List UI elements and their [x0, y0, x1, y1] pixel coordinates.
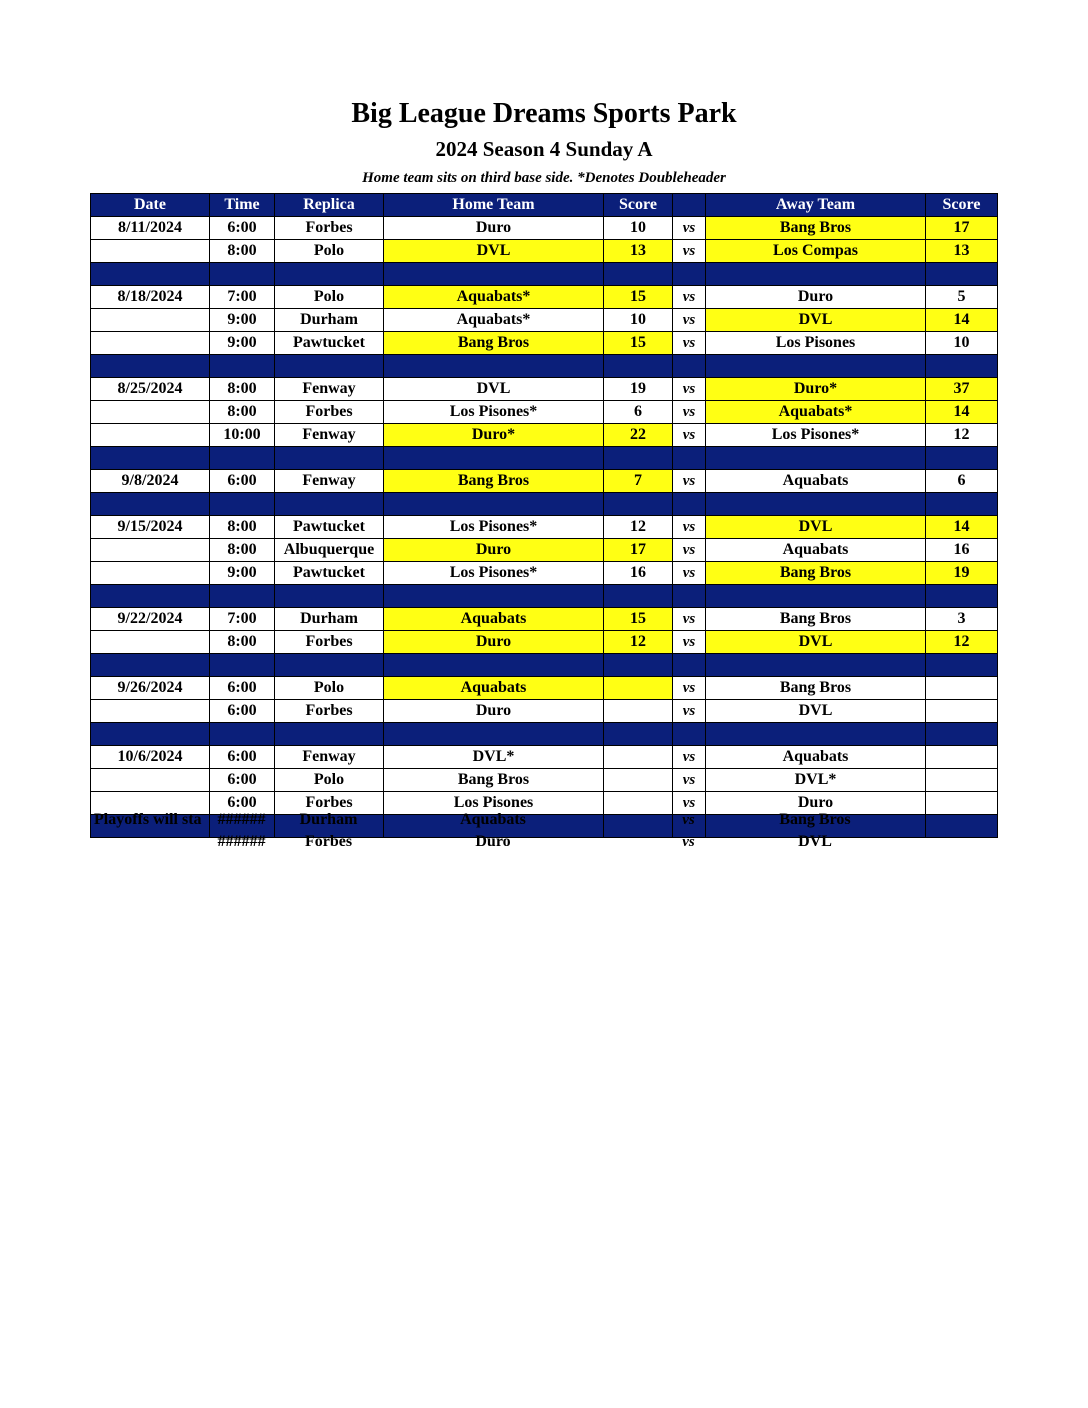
game-time: 8:00: [210, 539, 275, 562]
home-score: 17: [604, 539, 673, 562]
home-team: Bang Bros: [384, 470, 604, 493]
game-field: Fenway: [275, 378, 384, 401]
vs-label: vs: [673, 539, 706, 562]
vs-label: vs: [673, 309, 706, 332]
game-time: 8:00: [210, 378, 275, 401]
game-field: Forbes: [275, 700, 384, 723]
home-score: 15: [604, 608, 673, 631]
game-date: [91, 332, 210, 355]
home-team: Bang Bros: [384, 769, 604, 792]
separator-cell: [275, 585, 384, 608]
game-date: [91, 562, 210, 585]
game-time: 7:00: [210, 608, 275, 631]
col-replica: Replica: [275, 194, 384, 217]
game-field: Polo: [275, 769, 384, 792]
playoff-away-score: [925, 809, 997, 831]
game-row: [91, 240, 998, 263]
home-score: 10: [604, 309, 673, 332]
game-time: 6:00: [210, 769, 275, 792]
home-team: DVL: [384, 240, 604, 263]
game-time: 6:00: [210, 470, 275, 493]
separator-cell: [91, 493, 210, 516]
separator-cell: [604, 355, 673, 378]
away-score: 13: [926, 240, 998, 263]
playoff-vs-label: vs: [682, 811, 695, 828]
playoff-time: ######: [217, 833, 266, 850]
separator-cell: [210, 355, 275, 378]
schedule-table: [90, 193, 998, 838]
separator-cell: [673, 263, 706, 286]
away-score: [926, 677, 998, 700]
home-score: 15: [604, 286, 673, 309]
away-team: Duro: [706, 792, 926, 815]
separator-cell: [604, 654, 673, 677]
game-time: 8:00: [210, 516, 275, 539]
game-time: 8:00: [210, 401, 275, 424]
game-time: 8:00: [210, 631, 275, 654]
home-team: Aquabats: [384, 677, 604, 700]
playoff-away-score: [925, 831, 997, 853]
home-score: 13: [604, 240, 673, 263]
game-date: [91, 769, 210, 792]
game-date: 10/6/2024: [91, 746, 210, 769]
away-team: Bang Bros: [706, 677, 926, 700]
away-score: [926, 746, 998, 769]
game-date: 8/11/2024: [91, 217, 210, 240]
home-score: 15: [604, 332, 673, 355]
home-score: 7: [604, 470, 673, 493]
game-date: [91, 700, 210, 723]
game-date: [91, 631, 210, 654]
col-vs: [673, 194, 706, 217]
game-date: [91, 539, 210, 562]
away-team: Aquabats*: [706, 401, 926, 424]
game-row: [91, 332, 998, 355]
away-team: Bang Bros: [706, 562, 926, 585]
vs-label: vs: [673, 769, 706, 792]
home-team: DVL: [384, 378, 604, 401]
game-date: [91, 424, 210, 447]
away-score: 10: [926, 332, 998, 355]
playoff-field: Forbes: [304, 833, 353, 850]
separator-cell: [926, 263, 998, 286]
col-away-score: Score: [926, 194, 998, 217]
away-team: Los Pisones: [706, 332, 926, 355]
game-field: Polo: [275, 286, 384, 309]
week-separator: [91, 585, 998, 608]
game-row: [91, 470, 998, 493]
game-row: [91, 677, 998, 700]
separator-cell: [604, 263, 673, 286]
week-separator: [91, 263, 998, 286]
game-time: 9:00: [210, 309, 275, 332]
game-row: [91, 217, 998, 240]
home-team: Aquabats*: [384, 309, 604, 332]
separator-cell: [706, 723, 926, 746]
game-field: Pawtucket: [275, 332, 384, 355]
separator-cell: [210, 654, 275, 677]
game-time: 9:00: [210, 332, 275, 355]
separator-cell: [384, 447, 604, 470]
game-field: Polo: [275, 240, 384, 263]
separator-cell: [91, 585, 210, 608]
away-team: DVL: [706, 631, 926, 654]
separator-cell: [926, 654, 998, 677]
separator-cell: [706, 447, 926, 470]
separator-cell: [91, 723, 210, 746]
week-separator: [91, 493, 998, 516]
game-row: [91, 309, 998, 332]
separator-cell: [275, 493, 384, 516]
vs-label: vs: [673, 217, 706, 240]
away-score: 14: [926, 401, 998, 424]
playoff-vs-label: vs: [682, 833, 695, 850]
away-team: Bang Bros: [706, 217, 926, 240]
game-time: 7:00: [210, 286, 275, 309]
col-home-team: Home Team: [384, 194, 604, 217]
separator-cell: [210, 263, 275, 286]
home-team: Duro: [384, 700, 604, 723]
separator-cell: [926, 355, 998, 378]
separator-cell: [673, 493, 706, 516]
vs-label: vs: [673, 631, 706, 654]
playoff-away-team: Bang Bros: [779, 811, 851, 828]
vs-label: vs: [673, 746, 706, 769]
vs-label: vs: [673, 792, 706, 815]
separator-cell: [91, 654, 210, 677]
separator-cell: [706, 355, 926, 378]
away-team: Duro*: [706, 378, 926, 401]
separator-cell: [706, 654, 926, 677]
game-field: Forbes: [275, 217, 384, 240]
vs-label: vs: [673, 286, 706, 309]
game-row: [91, 700, 998, 723]
game-field: Forbes: [275, 792, 384, 815]
game-date: 9/22/2024: [91, 608, 210, 631]
away-team: Los Pisones*: [706, 424, 926, 447]
game-date: 8/25/2024: [91, 378, 210, 401]
schedule-note: Home team sits on third base side. *Denotes Doubleheader: [362, 170, 726, 186]
separator-cell: [210, 723, 275, 746]
playoffs-body: [90, 809, 997, 853]
separator-cell: [706, 585, 926, 608]
home-team: Los Pisones*: [384, 401, 604, 424]
game-field: Pawtucket: [275, 562, 384, 585]
away-team: Los Compas: [706, 240, 926, 263]
separator-cell: [604, 447, 673, 470]
separator-cell: [91, 263, 210, 286]
home-score: 12: [604, 631, 673, 654]
home-score: 16: [604, 562, 673, 585]
away-team: DVL: [706, 309, 926, 332]
week-separator: [91, 723, 998, 746]
away-score: 19: [926, 562, 998, 585]
playoffs-table: [90, 809, 997, 853]
game-date: [91, 401, 210, 424]
home-team: Los Pisones: [384, 792, 604, 815]
col-date: Date: [91, 194, 210, 217]
separator-cell: [384, 263, 604, 286]
game-field: Polo: [275, 677, 384, 700]
game-field: Fenway: [275, 470, 384, 493]
separator-cell: [91, 355, 210, 378]
home-team: Duro*: [384, 424, 604, 447]
away-score: [926, 769, 998, 792]
separator-cell: [384, 355, 604, 378]
away-score: 17: [926, 217, 998, 240]
vs-label: vs: [673, 332, 706, 355]
playoff-time: ######: [217, 811, 266, 828]
game-time: 6:00: [210, 217, 275, 240]
separator-cell: [673, 447, 706, 470]
home-team: Los Pisones*: [384, 516, 604, 539]
vs-label: vs: [673, 700, 706, 723]
home-score: 19: [604, 378, 673, 401]
game-row: [91, 516, 998, 539]
header-row: [91, 194, 998, 217]
home-score: 10: [604, 217, 673, 240]
home-score: 12: [604, 516, 673, 539]
game-field: Albuquerque: [275, 539, 384, 562]
separator-cell: [673, 355, 706, 378]
game-time: 8:00: [210, 240, 275, 263]
away-score: [926, 700, 998, 723]
separator-cell: [384, 654, 604, 677]
game-field: Fenway: [275, 424, 384, 447]
game-date: 9/15/2024: [91, 516, 210, 539]
vs-label: vs: [673, 378, 706, 401]
game-field: Pawtucket: [275, 516, 384, 539]
home-team: Bang Bros: [384, 332, 604, 355]
game-date: 8/18/2024: [91, 286, 210, 309]
game-date: [91, 309, 210, 332]
game-time: 10:00: [210, 424, 275, 447]
home-score: [604, 700, 673, 723]
separator-cell: [210, 447, 275, 470]
playoff-note: [90, 831, 209, 853]
home-score: [604, 677, 673, 700]
away-score: 6: [926, 470, 998, 493]
page-title: Big League Dreams Sports Park: [351, 98, 737, 129]
separator-cell: [210, 493, 275, 516]
separator-cell: [604, 723, 673, 746]
vs-label: vs: [673, 470, 706, 493]
game-time: 6:00: [210, 746, 275, 769]
week-separator: [91, 447, 998, 470]
vs-label: vs: [673, 608, 706, 631]
away-score: 16: [926, 539, 998, 562]
away-score: 14: [926, 516, 998, 539]
away-score: 37: [926, 378, 998, 401]
home-team: Aquabats*: [384, 286, 604, 309]
game-time: 6:00: [210, 792, 275, 815]
game-time: 9:00: [210, 562, 275, 585]
away-score: 5: [926, 286, 998, 309]
game-row: [91, 286, 998, 309]
schedule-body: [91, 217, 998, 838]
vs-label: vs: [673, 424, 706, 447]
game-row: [91, 424, 998, 447]
playoff-row: [90, 831, 997, 853]
col-away-team: Away Team: [706, 194, 926, 217]
playoff-home-score: [603, 809, 672, 831]
home-team: Aquabats: [384, 608, 604, 631]
col-time: Time: [210, 194, 275, 217]
vs-label: vs: [673, 516, 706, 539]
home-score: 22: [604, 424, 673, 447]
game-row: [91, 631, 998, 654]
playoff-home-team: Duro: [475, 833, 511, 850]
game-time: 6:00: [210, 700, 275, 723]
playoff-row: [90, 809, 997, 831]
home-score: [604, 746, 673, 769]
separator-cell: [926, 493, 998, 516]
separator-cell: [275, 654, 384, 677]
separator-cell: [673, 585, 706, 608]
game-field: Forbes: [275, 401, 384, 424]
game-row: [91, 769, 998, 792]
separator-cell: [926, 585, 998, 608]
page-subtitle: 2024 Season 4 Sunday A: [435, 137, 653, 161]
game-row: [91, 746, 998, 769]
separator-cell: [673, 654, 706, 677]
game-time: 6:00: [210, 677, 275, 700]
separator-cell: [604, 493, 673, 516]
game-field: Durham: [275, 309, 384, 332]
playoff-away-team: DVL: [798, 833, 832, 850]
away-team: DVL: [706, 700, 926, 723]
away-team: Aquabats: [706, 539, 926, 562]
game-date: [91, 240, 210, 263]
game-date: 9/8/2024: [91, 470, 210, 493]
away-team: DVL: [706, 516, 926, 539]
home-team: Los Pisones*: [384, 562, 604, 585]
away-score: 12: [926, 424, 998, 447]
playoff-note: Playoffs will sta: [94, 811, 202, 828]
separator-cell: [604, 585, 673, 608]
home-team: Duro: [384, 539, 604, 562]
separator-cell: [384, 723, 604, 746]
separator-cell: [673, 723, 706, 746]
game-row: [91, 378, 998, 401]
home-team: DVL*: [384, 746, 604, 769]
playoff-home-team: Aquabats: [460, 811, 526, 828]
separator-cell: [926, 447, 998, 470]
separator-cell: [384, 585, 604, 608]
away-team: Bang Bros: [706, 608, 926, 631]
separator-cell: [706, 263, 926, 286]
game-field: Forbes: [275, 631, 384, 654]
separator-cell: [275, 447, 384, 470]
home-team: Duro: [384, 631, 604, 654]
home-score: [604, 769, 673, 792]
separator-cell: [91, 447, 210, 470]
playoff-home-score: [603, 831, 672, 853]
playoff-field: Durham: [299, 811, 358, 828]
game-row: [91, 562, 998, 585]
away-team: Aquabats: [706, 746, 926, 769]
game-date: 9/26/2024: [91, 677, 210, 700]
game-row: [91, 608, 998, 631]
vs-label: vs: [673, 677, 706, 700]
separator-cell: [210, 585, 275, 608]
week-separator: [91, 355, 998, 378]
week-separator: [91, 654, 998, 677]
vs-label: vs: [673, 562, 706, 585]
away-team: DVL*: [706, 769, 926, 792]
game-row: [91, 401, 998, 424]
away-score: 3: [926, 608, 998, 631]
separator-cell: [706, 493, 926, 516]
separator-cell: [275, 263, 384, 286]
game-row: [91, 539, 998, 562]
away-team: Duro: [706, 286, 926, 309]
away-score: 14: [926, 309, 998, 332]
col-home-score: Score: [604, 194, 673, 217]
separator-cell: [275, 723, 384, 746]
away-score: 12: [926, 631, 998, 654]
game-field: Durham: [275, 608, 384, 631]
home-team: Duro: [384, 217, 604, 240]
separator-cell: [275, 355, 384, 378]
vs-label: vs: [673, 240, 706, 263]
vs-label: vs: [673, 401, 706, 424]
separator-cell: [384, 493, 604, 516]
away-team: Aquabats: [706, 470, 926, 493]
game-field: Fenway: [275, 746, 384, 769]
separator-cell: [926, 723, 998, 746]
home-score: 6: [604, 401, 673, 424]
